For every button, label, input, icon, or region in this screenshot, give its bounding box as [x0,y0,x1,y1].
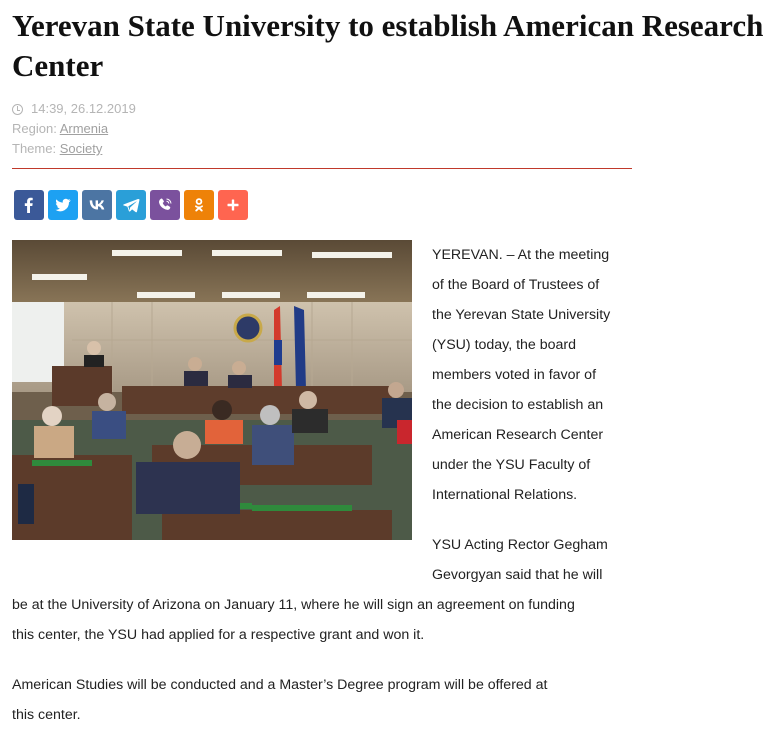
article-theme [12,141,102,156]
share-viber-button[interactable] [150,190,180,220]
paragraph-line: this center, the YSU had applied for a respective grant and won it. [12,627,425,643]
paragraph-line: be at the University of Arizona on January 11, where he will sign an agreement on funding [12,597,575,613]
paragraph-line: (YSU) today, the board [432,337,577,353]
share-twitter-button[interactable] [48,190,78,220]
paragraph-line: Gevorgyan said that he will [432,567,603,583]
paragraph-line: American Studies will be conducted and a Master’s Degree program will be offered at [12,677,548,693]
paragraph-2-continued [12,590,632,650]
paragraph-line: the decision to establish an [432,397,604,413]
region-label: Region: [12,121,57,136]
share-vk-button[interactable] [82,190,112,220]
clock-icon [12,104,23,115]
paragraph-line: under the YSU Faculty of [432,457,591,473]
paragraph-1 [432,240,632,510]
vk-icon [89,197,105,213]
paragraph-line: International Relations. [432,487,578,503]
article-title-line-2: Center [12,48,104,83]
meeting-photo-illustration [12,240,412,540]
paragraph-line: American Research Center [432,427,604,443]
theme-link[interactable]: Society [59,141,103,156]
paragraph-line: members voted in favor of [432,367,597,383]
paragraph-line: this center. [12,707,81,723]
paragraph-line: YSU Acting Rector Gegham [432,537,608,553]
article-photo [12,240,412,540]
twitter-icon [55,197,71,213]
share-facebook-button[interactable] [14,190,44,220]
paragraph-line: the Yerevan State University [432,307,611,323]
odnoklassniki-icon [191,197,207,213]
viber-icon [157,197,173,213]
share-more-button[interactable] [218,190,248,220]
paragraph-line: of the Board of Trustees of [432,277,600,293]
theme-label: Theme: [12,141,57,156]
datetime-text: 14:39, 26.12.2019 [31,101,136,116]
share-odnoklassniki-button[interactable] [184,190,214,220]
paragraph-2-start [432,530,632,590]
share-telegram-button[interactable] [116,190,146,220]
article-title-line-1: Yerevan State University to establish American Research [12,8,763,43]
region-link[interactable]: Armenia [59,121,109,136]
facebook-icon [21,197,37,213]
share-bar [14,190,248,220]
telegram-icon [123,197,139,213]
article-datetime [12,101,136,116]
plus-icon [225,197,241,213]
article-title [12,6,763,86]
paragraph-3 [12,670,632,730]
header-divider [12,168,632,169]
paragraph-line: YEREVAN. – At the meeting [432,247,610,263]
article-region [12,121,108,136]
